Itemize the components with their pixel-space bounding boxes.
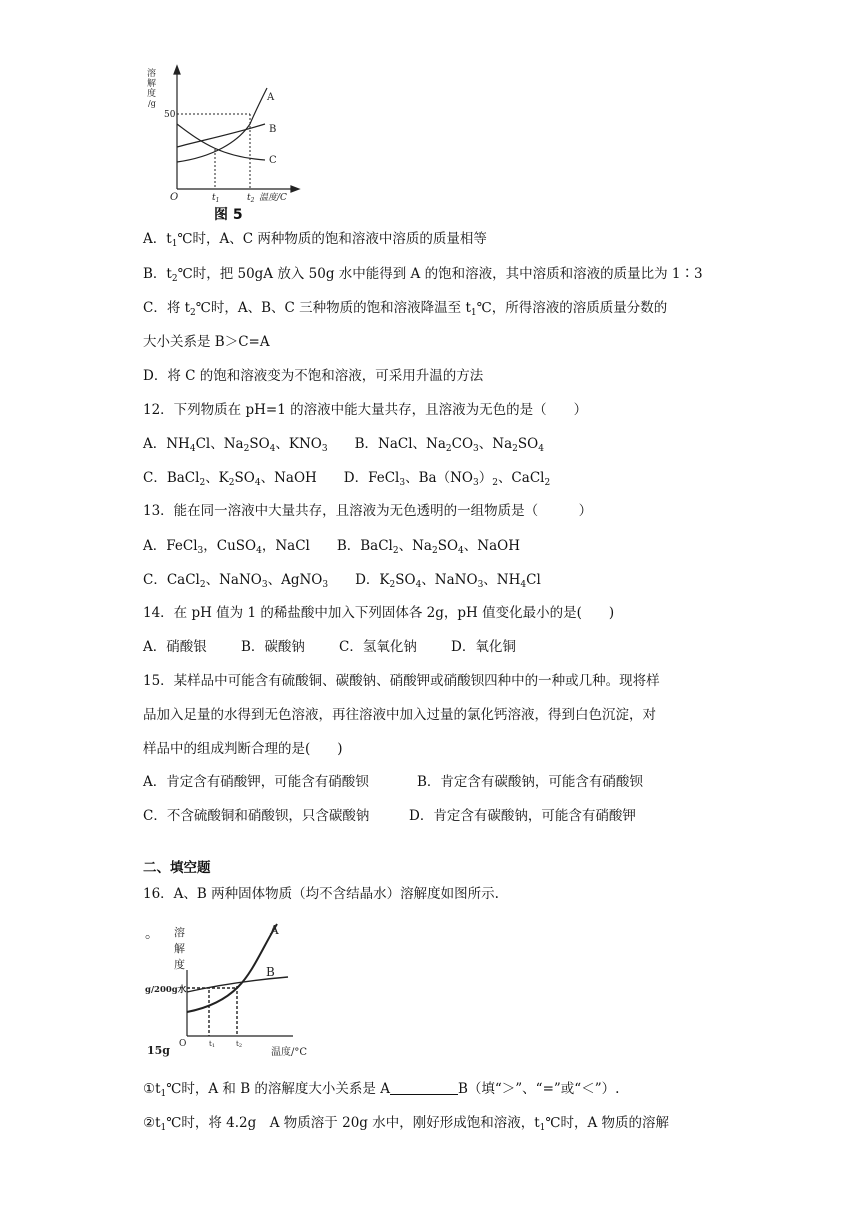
fig5-ylabel-1: 溶 (147, 69, 157, 79)
fig5-label-a: A (267, 92, 275, 103)
y-axis-arrow (174, 66, 180, 74)
fig5-ylabel-2: 解 (147, 79, 157, 89)
q16-curve-a-line (187, 924, 277, 1012)
q15-stem-line3: 样品中的组成判断合理的是( ) (143, 741, 343, 757)
q16-fig-label-a: A (270, 923, 279, 937)
q16-sub-2: $②t_1℃$时，将 4.2g A 物质溶于 20g 水中，刚好形成饱和溶液，$t_1℃$时，A 物质的溶解 (143, 1115, 670, 1133)
section-2-title: 二、填空题 (143, 860, 211, 876)
q12-options-cd: C．BaCl$_2$、$K_2SO_4$、NaOH D．FeCl$_3$、$Ba(NO_3)_2$、CaCl$_2$ (143, 470, 551, 488)
q13-options-ab: A．FeCl$_3$，CuSO$_4$，NaCl B．BaCl$_2$、$Na_2SO_4$、NaOH (143, 538, 520, 556)
q16-fig-dot: 。 (145, 926, 159, 942)
q15-option-d: D．肯定含有碳酸钠，可能含有硝酸钾 (409, 808, 636, 824)
fig5-label-c: C (269, 155, 277, 166)
q13-stem: 13．能在同一溶液中大量共存，且溶液为无色透明的一组物质是（ ） (143, 503, 593, 519)
q14-options (143, 638, 516, 656)
curve-b-line (177, 124, 265, 147)
q11-option-d: D．将 C 的饱和溶液变为不饱和溶液，可采用升温的方法 (143, 368, 484, 384)
q15-option-b: B．肯定含有碳酸钠，可能含有硝酸钡 (417, 774, 643, 790)
fig5-ytick: 50 (164, 110, 176, 120)
q16-solubility-chart (143, 912, 318, 1060)
fig5-xlabel: 温度/C (259, 193, 287, 203)
fig5-origin: O (170, 192, 179, 203)
q15-options-ab (143, 773, 643, 791)
q16-fig-t2: t2 (236, 1040, 243, 1049)
q11-option-a: A．$t_1℃$时，A、C 两种物质的饱和溶液中溶质的质量相等 (143, 231, 487, 249)
q15-option-c: C．不含硫酸铜和硝酸钡，只含碳酸钠 (143, 808, 370, 824)
curve-c-line (177, 124, 265, 160)
figure-5-solubility-chart (143, 62, 313, 222)
figure-5-caption: 图 5 (214, 207, 243, 223)
q14-option-d: D．氧化铜 (451, 639, 516, 655)
q16-fig-xlabel: 温度/°C (271, 1047, 308, 1058)
q16-fig-yunit: g/200g水 (145, 985, 187, 995)
q15-options-cd (143, 807, 636, 825)
q15-option-a: A．肯定含有硝酸钾，可能含有硝酸钡 (143, 774, 369, 790)
q14-option-a: A．硝酸银 (143, 639, 207, 655)
q16-fig-t1: t1 (209, 1040, 216, 1049)
q16-fig-ylabel-3: 度 (174, 958, 185, 971)
q11-option-c-line2: 大小关系是 B＞C=A (143, 334, 270, 350)
q16-curve-b-line (187, 977, 288, 992)
fig5-label-b: B (269, 124, 277, 135)
q11-option-c: C．将 $t_2℃$时，A、B、C 三种物质的饱和溶液降温至 $t_1℃$，所得溶液的溶质质量分数的 (143, 300, 668, 318)
fig5-t2: $t_2$ (247, 193, 255, 204)
q16-sub-1: $①t_1℃$时，A 和 B 的溶解度大小关系是 A B（填“＞”、“=”或“＜”）. (143, 1081, 620, 1099)
fig5-ylabel-3: 度 (147, 89, 157, 99)
q16-fig-ylabel-2: 解 (174, 942, 185, 955)
q14-stem: 14．在 pH 值为 1 的稀盐酸中加入下列固体各 2g，pH 值变化最小的是( ) (143, 605, 615, 621)
q16-stem: 16．A、B 两种固体物质（均不含结晶水）溶解度如图所示. (143, 886, 499, 902)
q16-fig-corner-label: 15g (147, 1044, 170, 1057)
q11-option-b: B．$t_2℃$时，把 50gA 放入 50g 水中能得到 A 的饱和溶液，其中溶质和溶液的质量比为 1∶3 (143, 266, 703, 284)
q15-stem-line2: 品加入足量的水得到无色溶液，再往溶液中加入过量的氯化钙溶液，得到白色沉淀，对 (143, 707, 656, 723)
q16-answer-blank[interactable] (390, 1080, 458, 1095)
q13-options-cd: C．CaCl$_2$、NaNO$_3$、AgNO$_3$ D．$K_2SO_4$、NaNO$_3$、$NH_4Cl$ (143, 572, 541, 590)
q12-stem: 12．下列物质在 pH=1 的溶液中能大量共存，且溶液为无色的是（ ） (143, 402, 588, 418)
q16-fig-label-b: B (266, 965, 275, 979)
q14-option-b: B．碳酸钠 (241, 639, 305, 655)
q14-option-c: C．氢氧化钠 (339, 639, 417, 655)
q16-fig-ylabel-1: 溶 (174, 926, 185, 939)
q15-stem-line1: 15．某样品中可能含有硫酸铜、碳酸钠、硝酸钾或硝酸钡四种中的一种或几种。现将样 (143, 673, 660, 689)
fig5-ylabel-4: /g (148, 99, 156, 108)
x-axis-arrow (291, 186, 299, 192)
fig5-t1: $t_1$ (212, 193, 220, 204)
q16-fig-origin: O (179, 1039, 187, 1049)
q12-options-ab: A．$NH_4Cl$、$Na_2SO_4$、$KNO_3$ B．NaCl、$Na_2CO_3$、$Na_2SO_4$ (143, 436, 544, 454)
